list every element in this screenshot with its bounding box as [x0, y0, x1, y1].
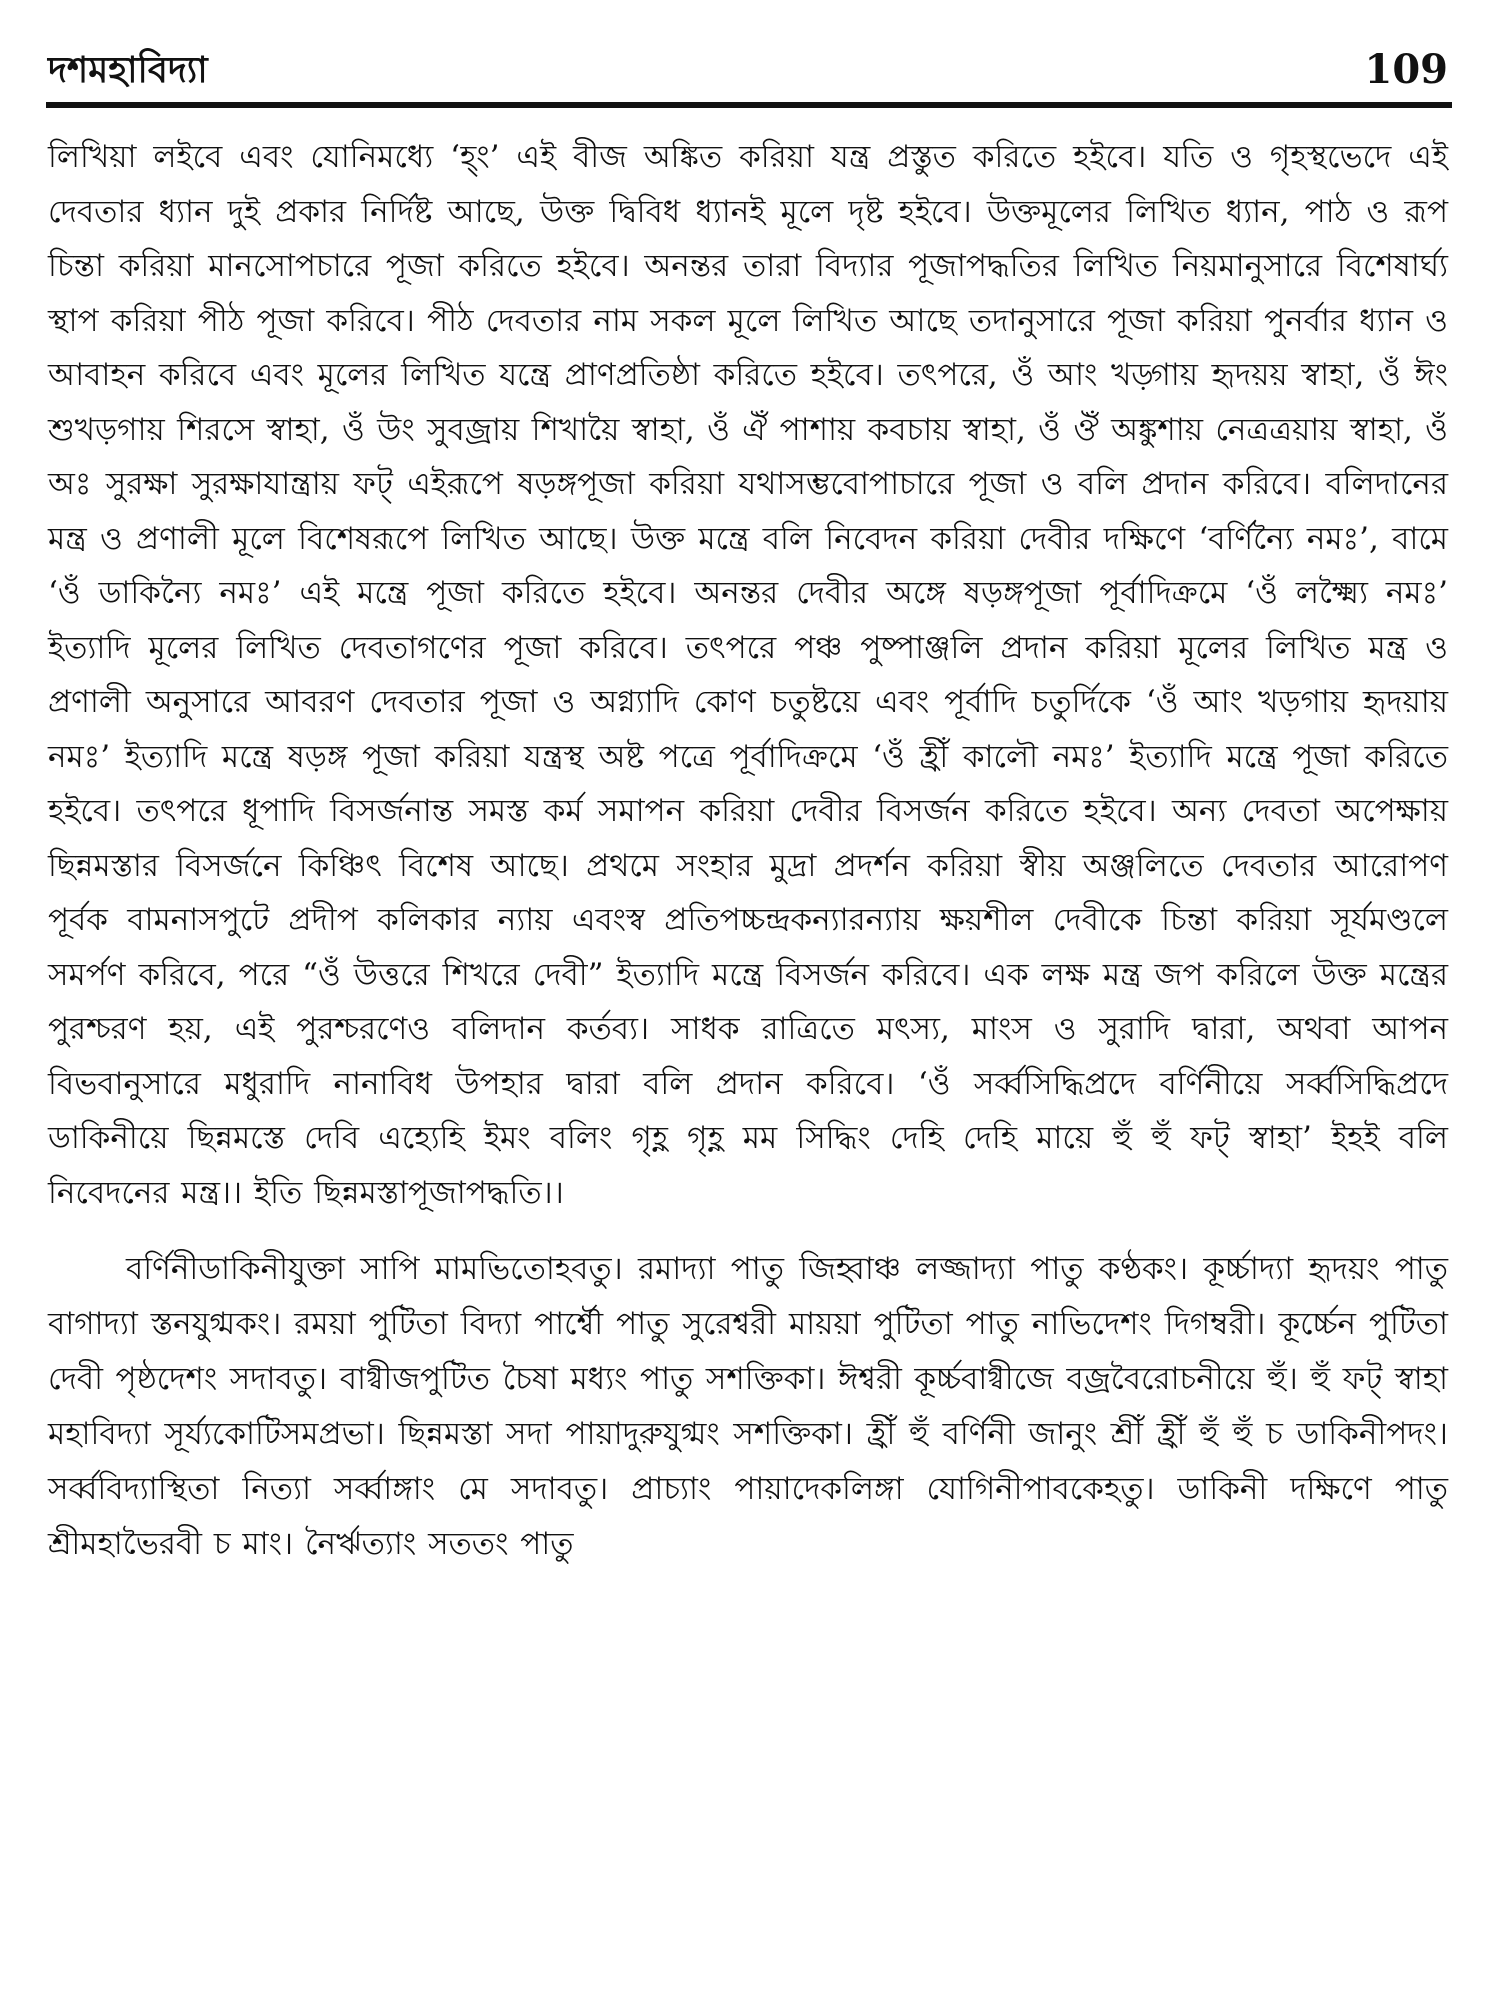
- page-number: 109: [1364, 46, 1448, 93]
- paragraph-kavacha: বর্ণিনীডাকিনীযুক্তা সাপি মামভিতোহবতু। রমাদ্যা পাতু জিহ্বাঞ্চ লজ্জাদ্যা পাতু কণ্ঠকং। কূর্চ্চাদ্যা হৃদয়ং পাতু বাগাদ্যা স্তনযুগ্মকং। রময়া পুটিতা বিদ্যা পার্শ্বৌ পাতু সুরেশ্বরী মায়য়া পুটিতা পাতু নাভিদেশং দিগম্বরী। কূর্চ্চেন পুটিতা দেবী পৃষ্ঠদেশং সদাবতু। বাগ্বীজপুটিত চৈষা মধ্যং পাতু সশক্তিকা। ঈশ্বরী কূর্চ্চবাগ্বীজে বজ্রবৈরোচনীয়ে হুঁ। হুঁ ফট্ স্বাহা মহাবিদ্যা সূর্য্যকোটিসমপ্রভা। ছিন্নমস্তা সদা পায়াদুরুযুগ্মং সশক্তিকা। হ্রীঁ হুঁ বর্ণিনী জানুং শ্রীঁ হ্রীঁ হুঁ হুঁ চ ডাকিনীপদং। সর্ব্ববিদ্যাস্থিতা নিত্যা সর্ব্বাঙ্গাং মে সদাবতু। প্রাচ্যাং পায়াদেকলিঙ্গা যোগিনীপাবকেহতু। ডাকিনী দক্ষিণে পাতু শ্রীমহাভৈরবী চ মাং। নৈর্ঋত্যাং সততং পাতু: [48, 1251, 1448, 1562]
- running-header: [48, 42, 1448, 98]
- running-title: দশমহাবিদ্যা: [48, 49, 208, 91]
- header-rule: [46, 102, 1452, 108]
- body-text: [48, 130, 1448, 1572]
- paragraph-puja-method: লিখিয়া লইবে এবং যোনিমধ্যে ‘হ্ং’ এই বীজ অঙ্কিত করিয়া যন্ত্র প্রস্তুত করিতে হইবে। যতি ও গৃহস্থভেদে এই দেবতার ধ্যান দুই প্রকার নির্দিষ্ট আছে, উক্ত দ্বিবিধ ধ্যানই মূলে দৃষ্ট হইবে। উক্তমূলের লিখিত ধ্যান, পাঠ ও রূপ চিন্তা করিয়া মানসোপচারে পূজা করিতে হইবে। অনন্তর তারা বিদ্যার পূজাপদ্ধতির লিখিত নিয়মানুসারে বিশেষার্ঘ্য স্থাপ করিয়া পীঠ পূজা করিবে। পীঠ দেবতার নাম সকল মূলে লিখিত আছে তদানুসারে পূজা করিয়া পুনর্বার ধ্যান ও আবাহন করিবে এবং মূলের লিখিত যন্ত্রে প্রাণপ্রতিষ্ঠা করিতে হইবে। তৎপরে, ওঁ আং খড়্গায় হৃদয়য় স্বাহা, ওঁ ঈং শুখড়গায় শিরসে স্বাহা, ওঁ উং সুবজ্রায় শিখায়ৈ স্বাহা, ওঁ ঐঁ পাশায় কবচায় স্বাহা, ওঁ ঔঁ অঙ্কুশায় নেত্রত্রয়ায় স্বাহা, ওঁ অঃ সুরক্ষা সুরক্ষাযান্ত্রায় ফট্ এইরূপে ষড়ঙ্গপূজা করিয়া যথাসম্ভবোপাচারে পূজা ও বলি প্রদান করিবে। বলিদানের মন্ত্র ও প্রণালী মূলে বিশেষরূপে লিখিত আছে। উক্ত মন্ত্রে বলি নিবেদন করিয়া দেবীর দক্ষিণে ‘বর্ণিন্যৈ নমঃ’, বামে ‘ওঁ ডাকিন্যৈ নমঃ’ এই মন্ত্রে পূজা করিতে হইবে। অনন্তর দেবীর অঙ্গে ষড়ঙ্গপূজা পূর্বাদিক্রমে ‘ওঁ লক্ষ্ম্যৈ নমঃ’ ইত্যাদি মূলের লিখিত দেবতাগণের পূজা করিবে। তৎপরে পঞ্চ পুষ্পাঞ্জলি প্রদান করিয়া মূলের লিখিত মন্ত্র ও প্রণালী অনুসারে আবরণ দেবতার পূজা ও অগ্ন্যাদি কোণ চতুষ্টয়ে এবং পূর্বাদি চতুর্দিকে ‘ওঁ আং খড়গায় হৃদয়ায় নমঃ’ ইত্যাদি মন্ত্রে ষড়ঙ্গ পূজা করিয়া যন্ত্রস্থ অষ্ট পত্রে পূর্বাদিক্রমে ‘ওঁ হ্রীঁ কালৌ নমঃ’ ইত্যাদি মন্ত্রে পূজা করিতে হইবে। তৎপরে ধূপাদি বিসর্জনান্ত সমস্ত কর্ম সমাপন করিয়া দেবীর বিসর্জন করিতে হইবে। অন্য দেবতা অপেক্ষায় ছিন্নমস্তার বিসর্জনে কিঞ্চিৎ বিশেষ আছে। প্রথমে সংহার মুদ্রা প্রদর্শন করিয়া স্বীয় অঞ্জলিতে দেবতার আরোপণ পূর্বক বামনাসপুটে প্রদীপ কলিকার ন্যায় এবংস্ব প্রতিপচ্চন্দ্রকন্যারন্যায় ক্ষয়শীল দেবীকে চিন্তা করিয়া সূর্যমণ্ডলে সমর্পণ করিবে, পরে “ওঁ উত্তরে শিখরে দেবী” ইত্যাদি মন্ত্রে বিসর্জন করিবে। এক লক্ষ মন্ত্র জপ করিলে উক্ত মন্ত্রের পুরশ্চরণ হয়, এই পুরশ্চরণেও বলিদান কর্তব্য। সাধক রাত্রিতে মৎস্য, মাংস ও সুরাদি দ্বারা, অথবা আপন বিভবানুসারে মধুরাদি নানাবিধ উপহার দ্বারা বলি প্রদান করিবে। ‘ওঁ সর্ব্বসিদ্ধিপ্রদে বর্ণিনীয়ে সর্ব্বসিদ্ধিপ্রদে ডাকিনীয়ে ছিন্নমস্তে দেবি এহ্যেহি ইমং বলিং গৃহ্ণ গৃহ্ণ মম সিদ্ধিং দেহি দেহি মায়ে হুঁ হুঁ ফট্ স্বাহা’ ইহই বলি নিবেদনের মন্ত্র।। ইতি ছিন্নমস্তাপূজাপদ্ধতি।।: [48, 139, 1448, 1211]
